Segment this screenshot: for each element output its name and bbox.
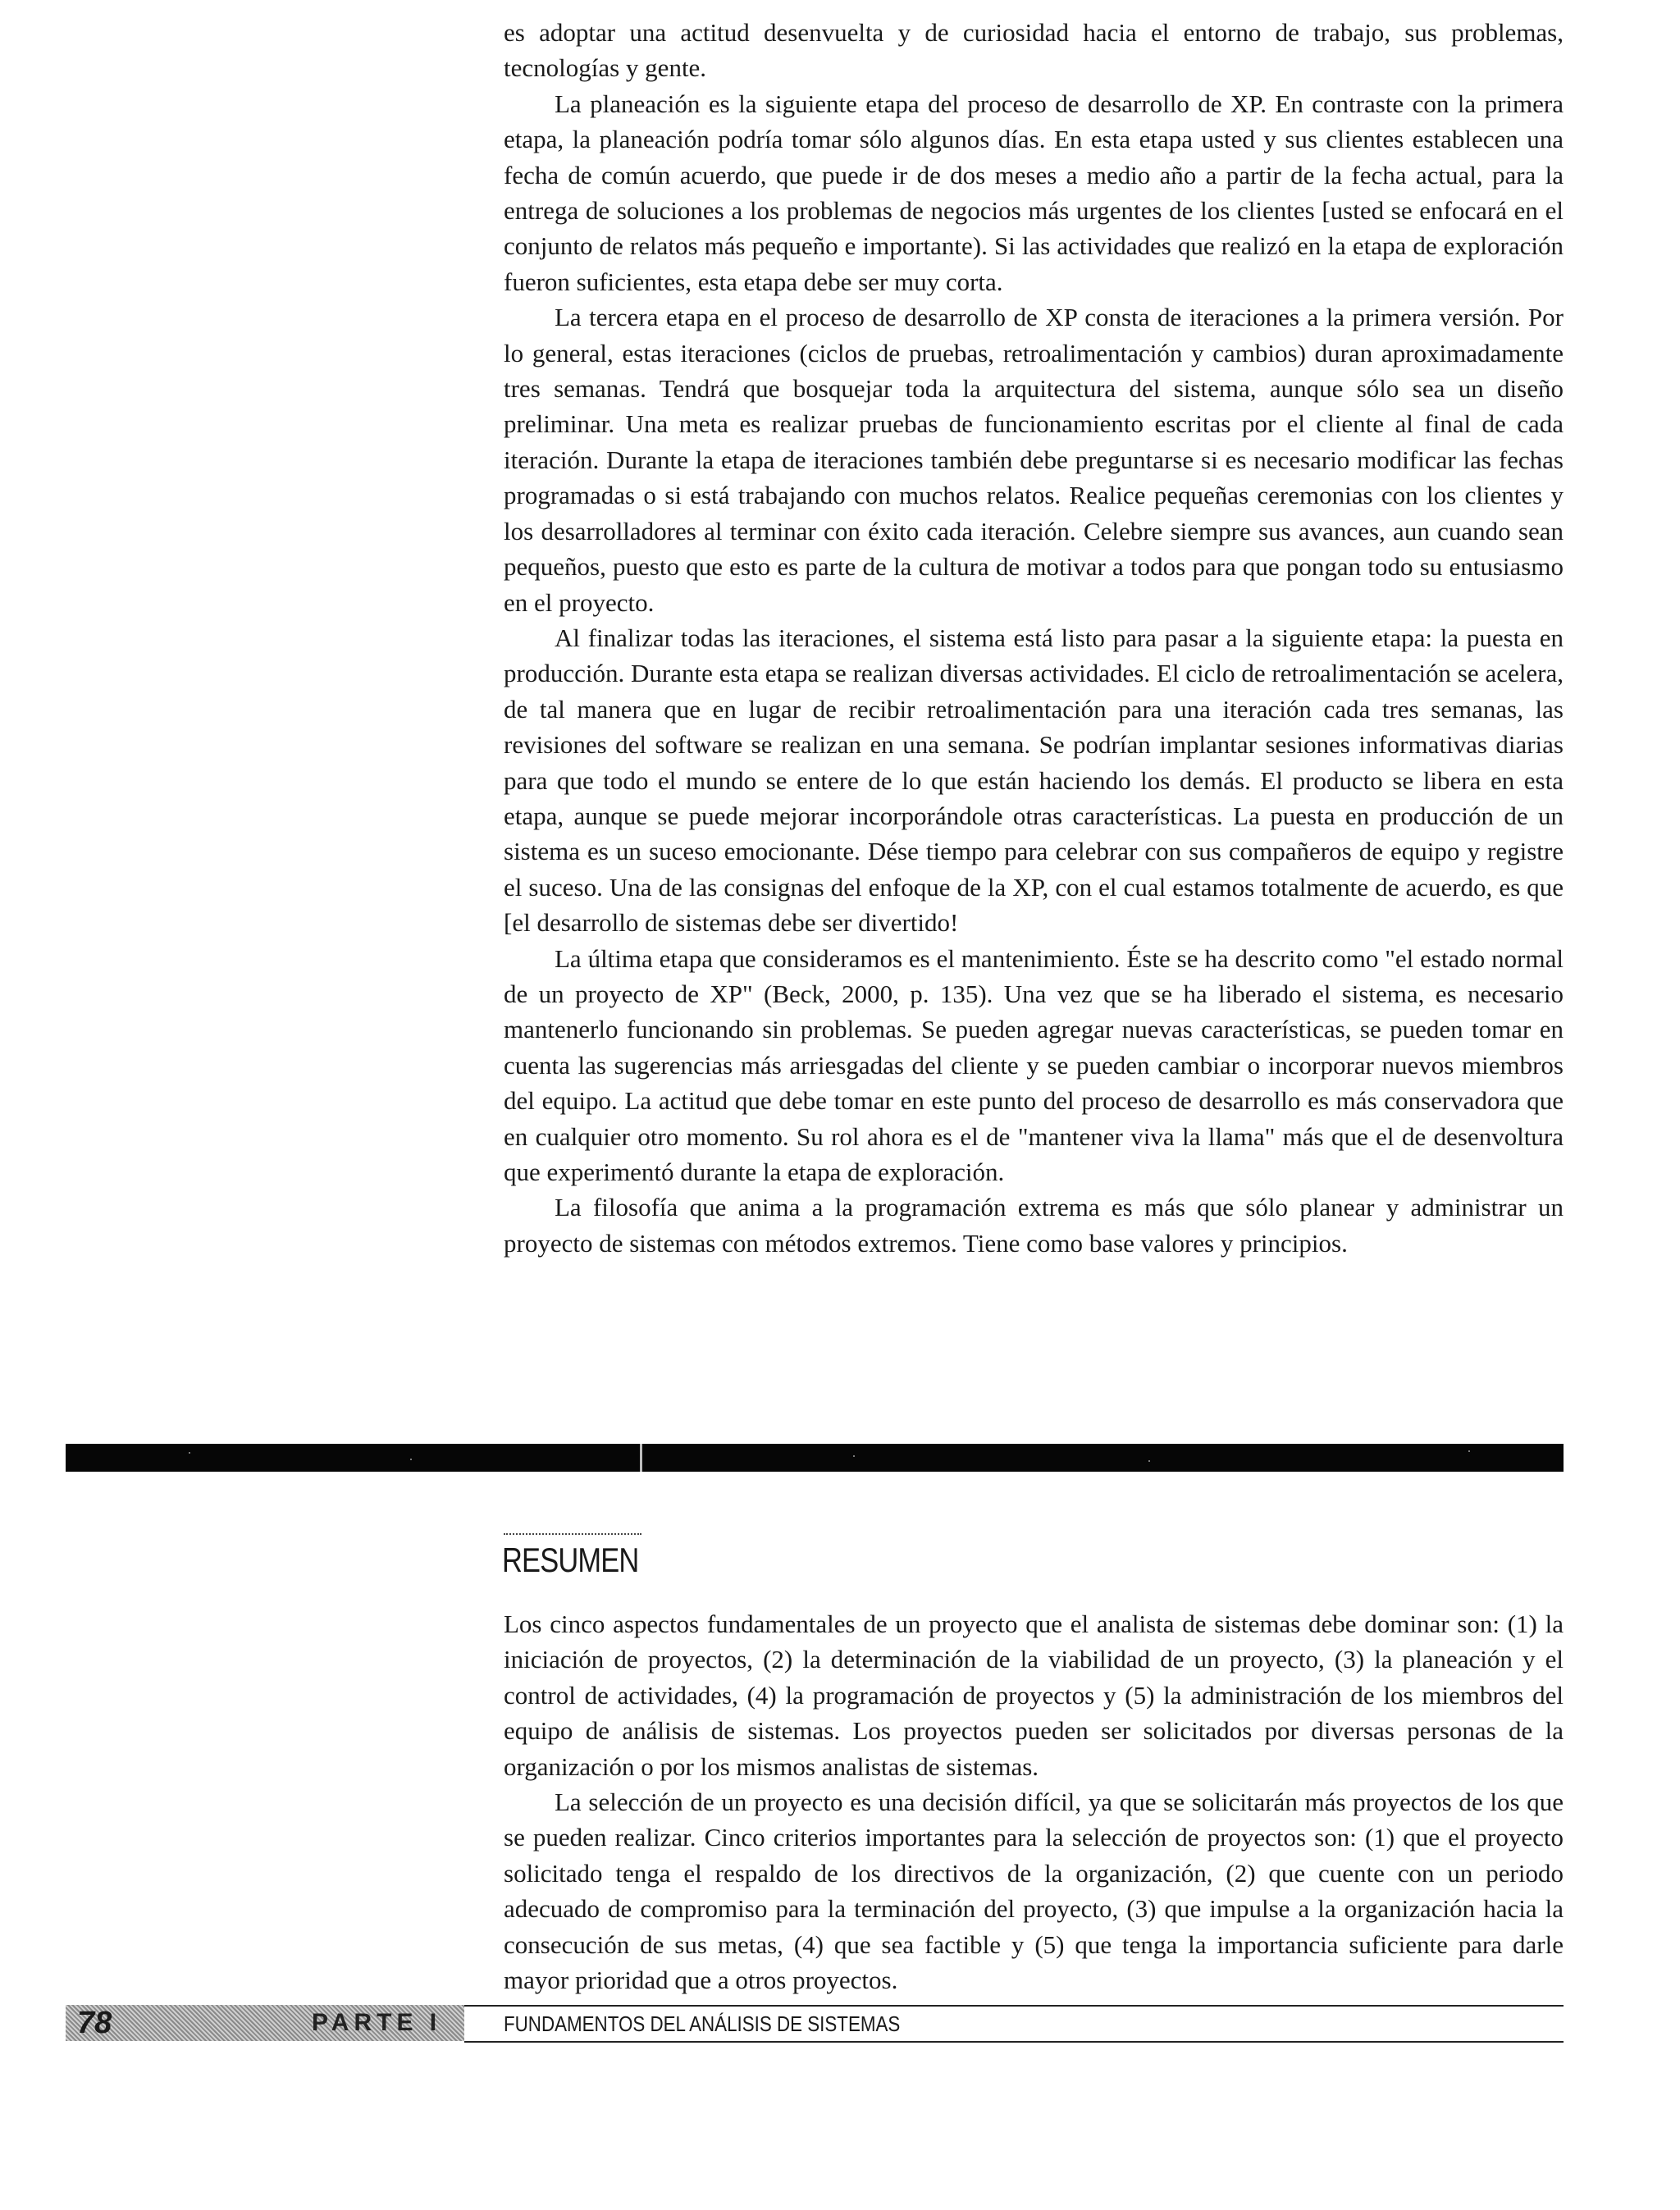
divider-speck (1468, 1450, 1470, 1452)
divider-notch (640, 1444, 642, 1472)
footer-rule-bottom (464, 2041, 1564, 2043)
divider-speck (410, 1459, 412, 1460)
section-divider-bar (66, 1444, 1564, 1472)
summary-paragraph-selection: La selección de un proyecto es una decisión difícil, ya que se solicitarán más proyectos de los que se pueden realizar. Cinco criterios importantes para la selección de proyectos son: (1) que el proyecto solicitado tenga el respaldo de los directivos de la organización, (2) que cuente con un periodo adecuado de compromiso para la terminación del proyecto, (3) que impulse a la organización hacia la consecución de sus metas, (4) que sea factible y (5) que tenga la importancia suficiente para darle mayor prioridad que a otros proyectos. (504, 1788, 1564, 1995)
paragraph-maintenance: La última etapa que consideramos es el mantenimiento. Éste se ha descrito como "el estado normal de un proyecto de XP" (Beck, 2000, p. 135). Una vez que se ha liberado el sistema, es necesario mantenerlo funcionando sin problemas. Se pueden agregar nuevas características, se pueden tomar en cuenta las sugerencias más arriesgadas del cliente y se pueden cambiar o incorporar nuevos miembros del equipo. La actitud que debe tomar en este punto del proceso de desarrollo es más conservadora que en cualquier otro momento. Su rol ahora es el de "mantener viva la llama" más que el de desenvoltura que experimentó durante la etapa de exploración. (504, 943, 1564, 1186)
paragraph-planning: La planeación es la siguiente etapa del proceso de desarrollo de XP. En contraste con la primera etapa, la planeación podría tomar sólo algunos días. En esta etapa usted y sus clientes establecen una fecha de común acuerdo, que puede ir de dos meses a medio año a partir de la fecha actual, para la entrega de soluciones a los problemas de negocios más urgentes de los clientes [usted se enfocará en el conjunto de relatos más pequeño e importante). Si las actividades que realizó en la etapa de exploración fueron suficientes, esta etapa debe ser muy corta. (504, 89, 1564, 296)
summary-heading: RESUMEN (502, 1541, 639, 1579)
footer-texture-block (66, 2005, 464, 2041)
divider-speck (1148, 1460, 1150, 1462)
running-footer-title: FUNDAMENTOS DEL ANÁLISIS DE SISTEMAS (504, 2011, 901, 2036)
footer-rule-top (464, 2005, 1564, 2007)
paragraph-philosophy: La filosofía que anima a la programación extrema es más que sólo planear y administrar un proyecto de sistemas con métodos extremos. Tiene como base valores y principios. (504, 1193, 1564, 1258)
page-number: 78 (77, 2006, 112, 2040)
divider-speck (189, 1452, 190, 1454)
paragraph-production: Al finalizar todas las iteraciones, el sistema está listo para pasar a la siguiente etapa: la puesta en producción. Durante esta etapa se realizan diversas actividades. El ciclo de retroalimentación se acelera, de tal manera que en lugar de recibir retroalimentación para una iteración cada tres semanas, las revisiones del software se realizan en una semana. Se podrían implantar sesiones informativas diarias para que todo el mundo se entere de lo que están haciendo los demás. El producto se libera en esta etapa, aunque se puede mejorar incorporándole otras características. La puesta en producción de un sistema es un suceso emocionante. Dése tiempo para celebrar con sus compañeros de equipo y registre el suceso. Una de las consignas del enfoque de la XP, con el cual estamos totalmente de acuerdo, es que [el desarrollo de sistemas debe ser divertido! (504, 623, 1564, 938)
summary-title-rule (504, 1533, 641, 1535)
part-label: PARTE I (312, 2009, 442, 2036)
summary-body-text (504, 1606, 1564, 1998)
divider-speck (853, 1455, 855, 1457)
paragraph-iterations: La tercera etapa en el proceso de desarrollo de XP consta de iteraciones a la primera versión. Por lo general, estas iteraciones (ciclos de pruebas, retroalimentación y cambios) duran aproximadamente tres semanas. Tendrá que bosquejar toda la arquitectura del sistema, aunque sólo sea un diseño preliminar. Una meta es realizar pruebas de funcionamiento escritas por el cliente al final de cada iteración. Durante la etapa de iteraciones también debe preguntarse si es necesario modificar las fechas programadas o si está trabajando con muchos relatos. Realice pequeñas ceremonias con los clientes y los desarrolladores al terminar con éxito cada iteración. Celebre siempre sus avances, aun cuando sean pequeños, puesto que esto es parte de la cultura de motivar a todos para que pongan todo su entusiasmo en el proyecto. (504, 303, 1564, 617)
paragraph-exploration-end: es adoptar una actitud desenvuelta y de curiosidad hacia el entorno de trabajo, sus problemas, tecnologías y gente. (504, 18, 1564, 83)
main-body-text (504, 15, 1564, 1261)
summary-paragraph-aspects: Los cinco aspectos fundamentales de un proyecto que el analista de sistemas debe dominar son: (1) la iniciación de proyectos, (2) la determinación de la viabilidad de un proyecto, (3) la planeación y el control de actividades, (4) la programación de proyectos y (5) la administración de los miembros del equipo de análisis de sistemas. Los proyectos pueden ser solicitados por diversas personas de la organización o por los mismos analistas de sistemas. (504, 1610, 1564, 1781)
